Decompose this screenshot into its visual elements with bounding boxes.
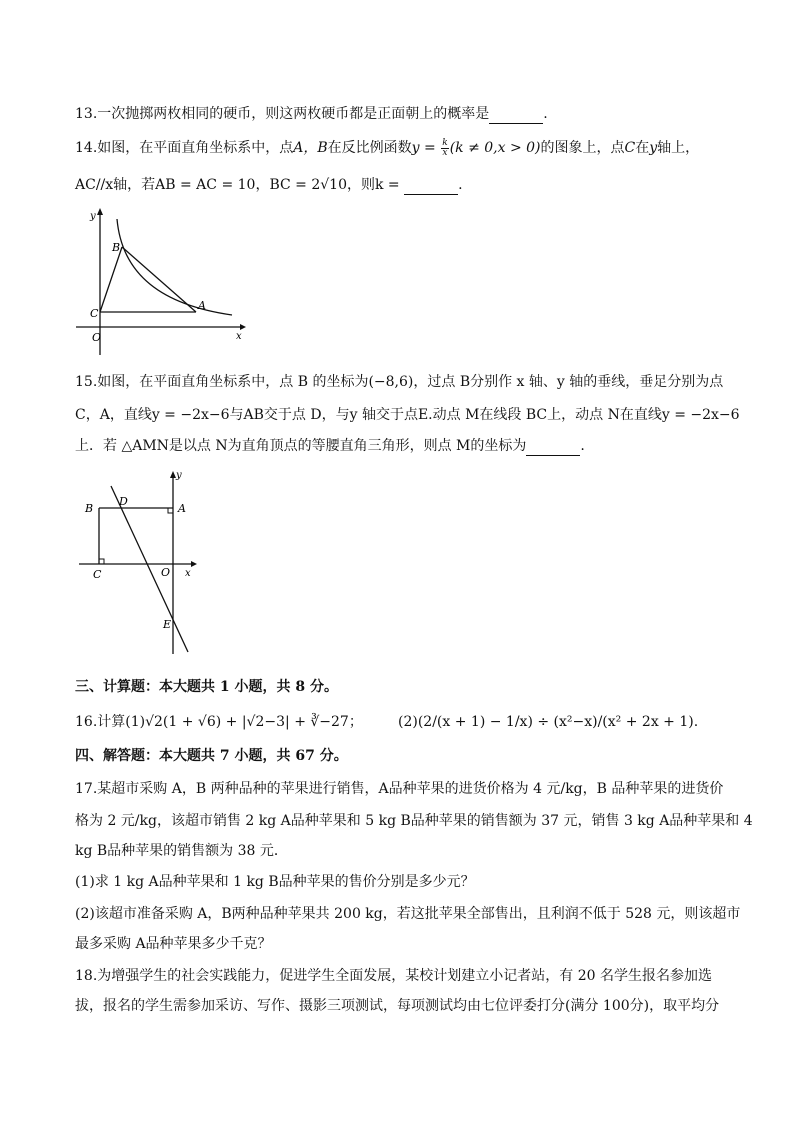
q13-line: 13.一次抛掷两枚相同的硬币，则这两枚硬币都是正面朝上的概率是 . (75, 106, 548, 122)
fig-label-d: D (119, 495, 128, 508)
q15-text-line1: 15.如图，在平面直角坐标系中，点 B 的坐标为(−8,6)，过点 B分别作 x 轴、y 轴的垂线，垂足分别为点 (75, 374, 724, 390)
q14-figure (72, 205, 247, 360)
q15-line2 (75, 405, 740, 425)
q16-part2-label: (2) (398, 714, 418, 730)
q15-figure (75, 468, 200, 660)
q17-text-line3: kg B品种苹果的销售额为 38 元． (75, 843, 288, 859)
section-4-heading (75, 746, 348, 766)
fig-label-o: O (92, 331, 102, 344)
fig-label-e: E (163, 618, 172, 631)
q14-text-c: 的图象上，点 (540, 140, 625, 156)
q17-sub2-text-line2: 最多采购 A品种苹果多少千克？ (75, 936, 272, 952)
q18-line1 (75, 966, 712, 986)
q14-graph (72, 205, 247, 360)
q14-text-a: 14.如图，在平面直角坐标系中，点 (75, 140, 294, 156)
fig-label-a: A (178, 502, 186, 515)
q18-text-line2: 拔，报名的学生需参加采访、写作、摄影三项测试，每项测试均由七位评委打分(满分 100分)，取平均分 (75, 998, 720, 1014)
section-4-text: 四、解答题：本大题共 7 小题，共 67 分。 (75, 748, 348, 764)
q17-text-line2: 格为 2 元/kg，该超市销售 2 kg A品种苹果和 5 kg B品种苹果的销售额为 37 元，销售 3 kg A品种苹果和 4 (75, 813, 753, 829)
q17-line2 (75, 811, 753, 831)
q17-sub2-text-line1: (2)该超市准备采购 A，B两种品种苹果共 200 kg，若这批苹果全部售出，且利润不低于 528 元，则该超市 (75, 906, 741, 922)
q15-line3: 上．若 △AMN是以点 N为直角顶点的等腰直角三角形，则点 M的坐标为 . (75, 438, 585, 454)
q14-point-c: C (624, 140, 636, 156)
q18-text-line1: 18.为增强学生的社会实践能力，促进学生全面发展，某校计划建立小记者站，有 20 名学生报名参加选 (75, 968, 712, 984)
answer-blank (404, 180, 458, 195)
fig-label-b: B (112, 241, 121, 254)
q13-text: 13.一次抛掷两枚相同的硬币，则这两枚硬币都是正面朝上的概率是 (75, 106, 490, 122)
q16-part1-text: 16.计算(1)√2(1 + √6) + |√2−3| + ∛−27； (75, 714, 363, 730)
fig-label-y: y (176, 470, 182, 481)
frac-denominator: x (442, 147, 448, 158)
q16-part1 (75, 712, 363, 732)
answer-blank (526, 441, 580, 456)
section-3-heading (75, 677, 338, 697)
fig-label-o: O (161, 566, 171, 579)
q14-text-b: 在反比例函数 (327, 140, 412, 156)
q17-line1 (75, 779, 723, 799)
q17-line3 (75, 841, 288, 861)
q15-text-line2: C，A，直线y = −2x−6与AB交于点 D，与y 轴交于点E.动点 M在线段 BC上，动点 N在直线y = −2x−6 (75, 407, 740, 423)
q15-text-line3: 上．若 △AMN是以点 N为直角顶点的等腰直角三角形，则点 M的坐标为 (75, 438, 527, 454)
q14-line1 (75, 138, 699, 158)
fig-label-x: x (185, 568, 191, 579)
q14-text-line2: AC//x轴，若AB = AC = 10，BC = 2√10，则k = (75, 177, 405, 193)
q18-line2 (75, 996, 719, 1016)
q14-points-ab: A，B (293, 140, 328, 156)
q15-line1 (75, 372, 723, 392)
section-3-text: 三、计算题：本大题共 1 小题，共 8 分。 (75, 679, 338, 695)
q17-sub2-line1 (75, 904, 740, 924)
q14-fraction (441, 139, 448, 158)
fig-label-c: C (90, 307, 99, 320)
q17-sub2-line2 (75, 934, 272, 954)
fig-label-x: x (236, 331, 242, 342)
fig-label-b: B (85, 502, 94, 515)
q16-part2 (398, 712, 698, 732)
q17-sub1-text: (1)求 1 kg A品种苹果和 1 kg B品种苹果的售价分别是多少元？ (75, 874, 475, 890)
answer-blank (489, 109, 543, 124)
q17-sub1 (75, 872, 475, 892)
q14-line2: AC//x轴，若AB = AC = 10，BC = 2√10，则k = . (75, 177, 463, 193)
frac-numerator: k (442, 137, 448, 148)
q14-text-e: 轴上， (657, 140, 700, 156)
fig-label-a: A (198, 299, 206, 312)
q14-text-d: 在 (635, 140, 650, 156)
q15-graph (75, 468, 200, 660)
fig-label-y: y (90, 211, 96, 222)
fig-label-c: C (93, 568, 102, 581)
q17-text-line1: 17.某超市采购 A，B 两种品种的苹果进行销售，A品种苹果的进货价格为 4 元/kg，B 品种苹果的进货价 (75, 781, 724, 797)
q14-axis-y: y (649, 140, 658, 156)
q14-condition: (k ≠ 0,x > 0) (449, 140, 541, 156)
q14-func: y = (411, 140, 441, 156)
q16-part2-expression: (2/(x + 1) − 1/x) ÷ (x²−x)/(x² + 2x + 1). (417, 714, 699, 730)
